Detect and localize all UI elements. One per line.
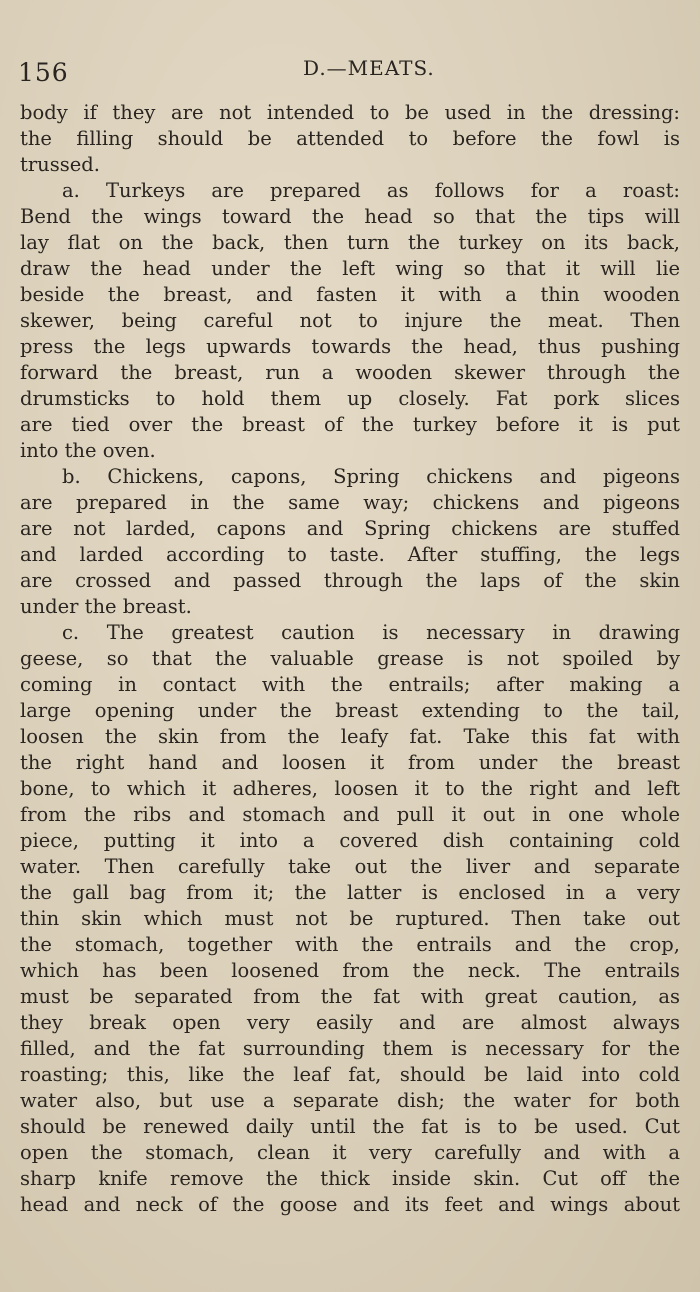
text-line: loosen the skin from the leafy fat. Take this fat with	[20, 725, 680, 748]
page-number: 156	[18, 58, 69, 87]
text-line: water. Then carefully take out the liver and separate	[20, 855, 680, 878]
text-line: which has been loosened from the neck. The entrails	[20, 959, 680, 982]
text-line: lay flat on the back, then turn the turkey on its back,	[20, 231, 680, 254]
text-line: press the legs upwards towards the head, thus pushing	[20, 335, 680, 358]
text-line: the filling should be attended to before the fowl is	[20, 127, 680, 150]
paragraph-a-first-line: a. Turkeys are prepared as follows for a roast:	[62, 179, 680, 202]
text-line: they break open very easily and are almost always	[20, 1011, 680, 1034]
text-line: draw the head under the left wing so that it will lie	[20, 257, 680, 280]
text-line: must be separated from the fat with great caution, as	[20, 985, 680, 1008]
text-line: coming in contact with the entrails; after making a	[20, 673, 680, 696]
text-line: and larded according to taste. After stuffing, the legs	[20, 543, 680, 566]
text-line: bone, to which it adheres, loosen it to the right and left	[20, 777, 680, 800]
text-line: head and neck of the goose and its feet and wings about	[20, 1193, 680, 1216]
text-line: under the breast.	[20, 595, 192, 618]
text-line: skewer, being careful not to injure the meat. Then	[20, 309, 680, 332]
text-line: trussed.	[20, 153, 100, 176]
text-line: are crossed and passed through the laps of the skin	[20, 569, 680, 592]
running-title: D.—MEATS.	[303, 56, 435, 80]
text-line: the gall bag from it; the latter is enclosed in a very	[20, 881, 680, 904]
text-line: filled, and the fat surrounding them is necessary for the	[20, 1037, 680, 1060]
body-text	[20, 100, 680, 1218]
text-line: geese, so that the valuable grease is not spoiled by	[20, 647, 680, 670]
text-line: are not larded, capons and Spring chickens are stuffed	[20, 517, 680, 540]
text-line: beside the breast, and fasten it with a thin wooden	[20, 283, 680, 306]
text-line: the stomach, together with the entrails and the crop,	[20, 933, 680, 956]
text-line: forward the breast, run a wooden skewer through the	[20, 361, 680, 384]
text-line: open the stomach, clean it very carefully and with a	[20, 1141, 680, 1164]
text-line: roasting; this, like the leaf fat, should be laid into cold	[20, 1063, 680, 1086]
text-line: body if they are not intended to be used in the dressing:	[20, 101, 680, 124]
text-line: Bend the wings toward the head so that the tips will	[20, 205, 680, 228]
text-line: large opening under the breast extending to the tail,	[20, 699, 680, 722]
paragraph-c-first-line: c. The greatest caution is necessary in drawing	[62, 621, 680, 644]
text-line: from the ribs and stomach and pull it out in one whole	[20, 803, 680, 826]
text-line: are tied over the breast of the turkey before it is put	[20, 413, 680, 436]
text-line: drumsticks to hold them up closely. Fat pork slices	[20, 387, 680, 410]
text-line: water also, but use a separate dish; the water for both	[20, 1089, 680, 1112]
text-line: piece, putting it into a covered dish containing cold	[20, 829, 680, 852]
text-line: should be renewed daily until the fat is to be used. Cut	[20, 1115, 680, 1138]
text-line: the right hand and loosen it from under the breast	[20, 751, 680, 774]
page-header	[18, 52, 678, 86]
text-line: into the oven.	[20, 439, 156, 462]
text-line: are prepared in the same way; chickens and pigeons	[20, 491, 680, 514]
text-line: thin skin which must not be ruptured. Then take out	[20, 907, 680, 930]
paragraph-b-first-line: b. Chickens, capons, Spring chickens and pigeons	[62, 465, 680, 488]
text-line: sharp knife remove the thick inside skin. Cut off the	[20, 1167, 680, 1190]
